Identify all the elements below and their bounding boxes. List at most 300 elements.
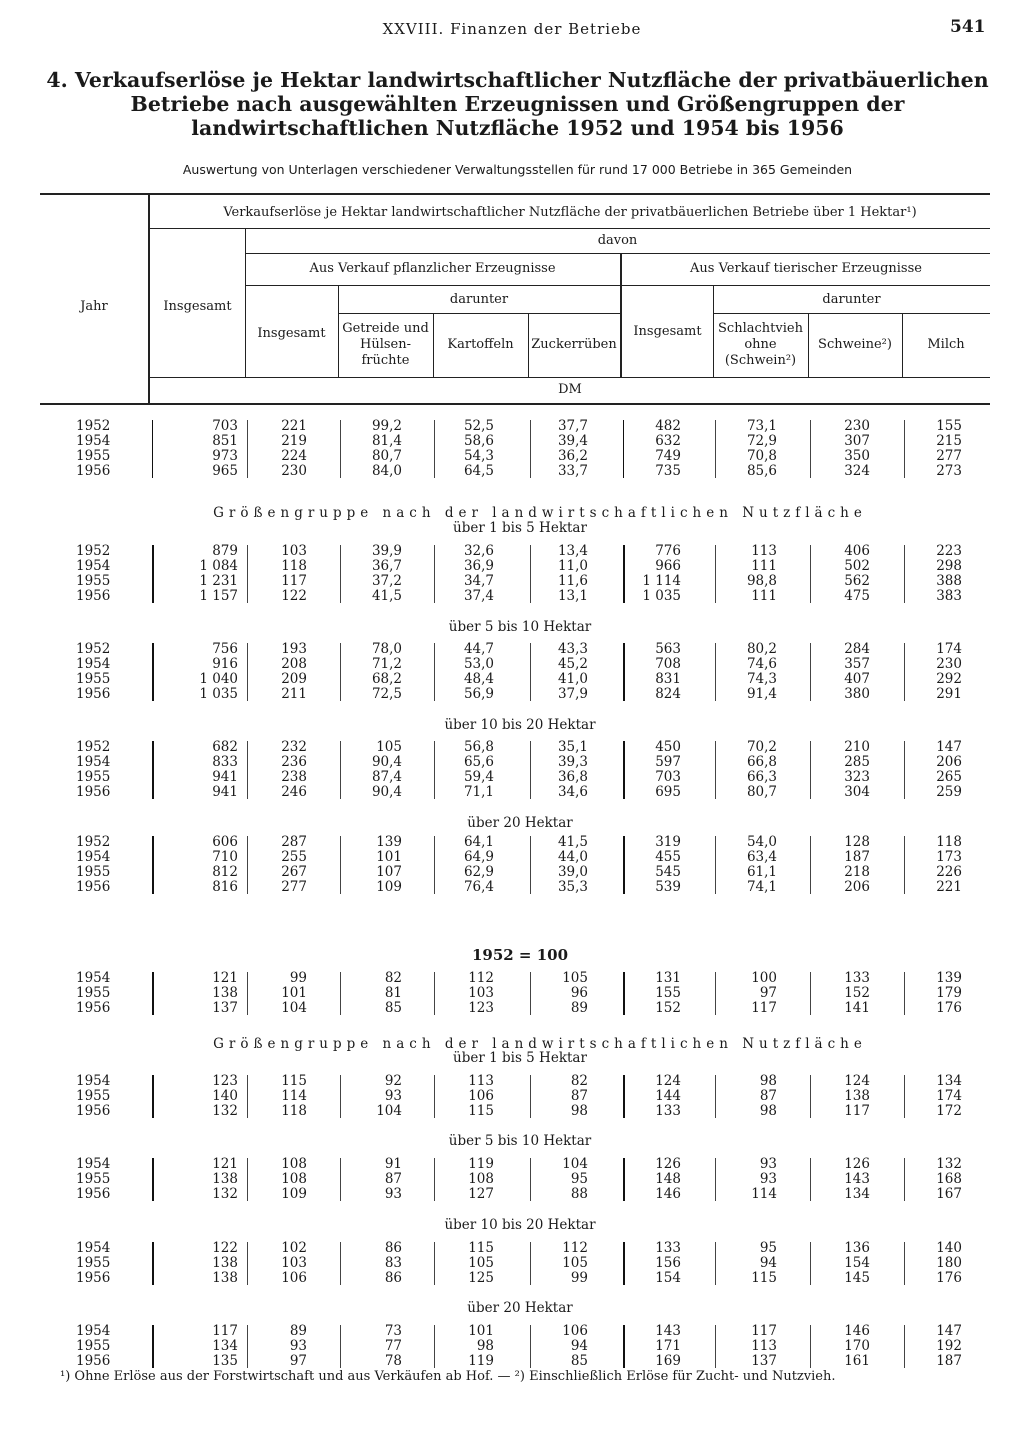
table-cell: 208 xyxy=(281,656,307,672)
table-cell: 117 xyxy=(844,1103,870,1119)
table-cell: 749 xyxy=(655,448,681,464)
page-number: 541 xyxy=(950,17,986,37)
table-cell: 756 xyxy=(212,641,238,657)
table-cell: 206 xyxy=(936,754,962,770)
table-cell: 109 xyxy=(281,1186,307,1202)
table-cell: 74,1 xyxy=(746,879,777,895)
table-cell: 70,8 xyxy=(746,448,777,464)
table-cell: 73,1 xyxy=(746,418,777,434)
table-cell: 255 xyxy=(281,849,307,865)
table-cell: 597 xyxy=(655,754,681,770)
table-cell: 36,8 xyxy=(557,769,588,785)
table-cell: 33,7 xyxy=(557,463,588,479)
table-cell: 167 xyxy=(936,1186,962,1202)
section-heading: Größengruppe nach der landwirtschaftlichen Nutzfläche xyxy=(213,1036,867,1052)
table-cell: 219 xyxy=(281,433,307,449)
table-cell: 56,8 xyxy=(463,739,494,755)
table-cell: 1 231 xyxy=(199,573,238,589)
table-cell: 94 xyxy=(570,1338,588,1354)
table-cell: 105 xyxy=(376,739,402,755)
section-label: 1952 = 100 xyxy=(471,946,569,964)
table-cell: 291 xyxy=(936,686,962,702)
table-cell: 71,1 xyxy=(463,784,494,800)
section-label: über 20 Hektar xyxy=(467,815,573,831)
table-cell: 126 xyxy=(655,1156,681,1172)
footnote: ¹) Ohne Erlöse aus der Forstwirtschaft und aus Verkäufen ab Hof. — ²) Einschließlich Erlöse für Zucht- und Nutzvieh. xyxy=(60,1369,836,1384)
table-cell: 210 xyxy=(844,739,870,755)
table-cell: 122 xyxy=(212,1240,238,1256)
table-cell: 223 xyxy=(936,543,962,559)
table-cell: 606 xyxy=(212,834,238,850)
header-top-rule xyxy=(40,193,990,195)
table-cell: 62,9 xyxy=(463,864,494,880)
table-cell: 455 xyxy=(655,849,681,865)
row-year: 1955 xyxy=(76,1255,111,1271)
table-cell: 56,9 xyxy=(463,686,494,702)
table-cell: 139 xyxy=(936,970,962,986)
table-cell: 115 xyxy=(468,1103,494,1119)
table-cell: 139 xyxy=(376,834,402,850)
table-cell: 89 xyxy=(570,1000,588,1016)
table-cell: 105 xyxy=(562,970,588,986)
table-cell: 632 xyxy=(655,433,681,449)
table-subtitle: Auswertung von Unterlagen verschiedener Verwaltungsstellen für rund 17 000 Betriebe in 365 Gemeinden xyxy=(182,162,853,177)
header-zuckerrueben: Zuckerrüben xyxy=(531,337,617,352)
table-cell: 128 xyxy=(844,834,870,850)
table-cell: 1 035 xyxy=(199,686,238,702)
header-darunter-pfl: darunter xyxy=(449,292,509,307)
table-cell: 154 xyxy=(655,1270,681,1286)
table-cell: 703 xyxy=(212,418,238,434)
table-cell: 93 xyxy=(384,1088,402,1104)
table-cell: 117 xyxy=(212,1323,238,1339)
section-label: über 20 Hektar xyxy=(467,1300,573,1316)
table-cell: 114 xyxy=(281,1088,307,1104)
row-year: 1955 xyxy=(76,1171,111,1187)
table-cell: 215 xyxy=(936,433,962,449)
table-cell: 147 xyxy=(936,739,962,755)
table-cell: 147 xyxy=(936,1323,962,1339)
table-cell: 134 xyxy=(936,1073,962,1089)
table-cell: 144 xyxy=(655,1088,681,1104)
header-rule-4a xyxy=(338,313,620,314)
row-group-bar xyxy=(152,1075,154,1118)
row-group-bar xyxy=(152,972,154,1015)
row-year: 1954 xyxy=(76,1156,111,1172)
table-cell: 450 xyxy=(655,739,681,755)
row-year: 1956 xyxy=(76,1186,111,1202)
table-cell: 115 xyxy=(468,1240,494,1256)
table-cell: 74,3 xyxy=(746,671,777,687)
table-cell: 539 xyxy=(655,879,681,895)
table-cell: 131 xyxy=(655,970,681,986)
table-cell: 324 xyxy=(844,463,870,479)
table-cell: 98 xyxy=(476,1338,494,1354)
table-cell: 168 xyxy=(936,1171,962,1187)
table-cell: 101 xyxy=(376,849,402,865)
header-unit: DM xyxy=(558,382,582,397)
table-cell: 93 xyxy=(759,1171,777,1187)
table-cell: 66,8 xyxy=(746,754,777,770)
table-cell: 43,3 xyxy=(557,641,588,657)
header-rule-5 xyxy=(150,377,990,378)
table-cell: 138 xyxy=(212,1255,238,1271)
table-cell: 37,7 xyxy=(557,418,588,434)
table-cell: 118 xyxy=(281,1103,307,1119)
row-year: 1954 xyxy=(76,849,111,865)
row-year: 1952 xyxy=(76,418,111,434)
table-cell: 13,1 xyxy=(557,588,588,604)
table-cell: 965 xyxy=(212,463,238,479)
table-cell: 11,0 xyxy=(557,558,588,574)
section-label: über 5 bis 10 Hektar xyxy=(448,619,592,635)
table-cell: 174 xyxy=(936,1088,962,1104)
row-year: 1955 xyxy=(76,671,111,687)
row-year: 1956 xyxy=(76,588,111,604)
table-cell: 973 xyxy=(212,448,238,464)
table-cell: 285 xyxy=(844,754,870,770)
table-cell: 66,3 xyxy=(746,769,777,785)
table-cell: 155 xyxy=(936,418,962,434)
table-cell: 140 xyxy=(936,1240,962,1256)
table-cell: 117 xyxy=(751,1323,777,1339)
table-cell: 221 xyxy=(936,879,962,895)
table-cell: 112 xyxy=(562,1240,588,1256)
table-cell: 152 xyxy=(655,1000,681,1016)
table-cell: 108 xyxy=(281,1171,307,1187)
table-cell: 146 xyxy=(655,1186,681,1202)
table-cell: 118 xyxy=(281,558,307,574)
table-cell: 174 xyxy=(936,641,962,657)
row-group-bar xyxy=(152,1325,154,1368)
table-cell: 133 xyxy=(655,1103,681,1119)
row-year: 1954 xyxy=(76,970,111,986)
table-cell: 136 xyxy=(844,1240,870,1256)
table-cell: 140 xyxy=(212,1088,238,1104)
table-cell: 831 xyxy=(655,671,681,687)
table-cell: 357 xyxy=(844,656,870,672)
table-cell: 171 xyxy=(655,1338,681,1354)
table-cell: 562 xyxy=(844,573,870,589)
header-rule-3b xyxy=(622,285,990,286)
table-cell: 187 xyxy=(844,849,870,865)
table-cell: 563 xyxy=(655,641,681,657)
table-cell: 64,9 xyxy=(463,849,494,865)
row-group-bar xyxy=(152,1242,154,1285)
table-cell: 95 xyxy=(570,1171,588,1187)
table-cell: 99 xyxy=(289,970,307,986)
table-cell: 78,0 xyxy=(371,641,402,657)
table-cell: 230 xyxy=(936,656,962,672)
section-label: über 1 bis 5 Hektar xyxy=(453,520,587,536)
table-cell: 1 035 xyxy=(642,588,681,604)
table-cell: 267 xyxy=(281,864,307,880)
table-cell: 104 xyxy=(376,1103,402,1119)
table-cell: 108 xyxy=(281,1156,307,1172)
table-cell: 80,7 xyxy=(746,784,777,800)
table-cell: 87 xyxy=(759,1088,777,1104)
table-cell: 115 xyxy=(281,1073,307,1089)
table-cell: 148 xyxy=(655,1171,681,1187)
table-cell: 277 xyxy=(936,448,962,464)
row-year: 1952 xyxy=(76,641,111,657)
table-cell: 298 xyxy=(936,558,962,574)
table-cell: 209 xyxy=(281,671,307,687)
table-cell: 106 xyxy=(562,1323,588,1339)
row-year: 1956 xyxy=(76,1353,111,1369)
table-cell: 304 xyxy=(844,784,870,800)
table-cell: 119 xyxy=(468,1353,494,1369)
row-group-bar xyxy=(152,836,154,894)
section-label: über 10 bis 20 Hektar xyxy=(444,717,596,733)
table-cell: 58,6 xyxy=(463,433,494,449)
table-cell: 277 xyxy=(281,879,307,895)
table-cell: 85 xyxy=(570,1353,588,1369)
table-cell: 35,1 xyxy=(557,739,588,755)
table-cell: 105 xyxy=(562,1255,588,1271)
header-tierisch: Aus Verkauf tierischer Erzeugnisse xyxy=(690,261,922,276)
table-cell: 98,8 xyxy=(746,573,777,589)
table-cell: 76,4 xyxy=(463,879,494,895)
row-year: 1954 xyxy=(76,1073,111,1089)
table-cell: 307 xyxy=(844,433,870,449)
table-cell: 122 xyxy=(281,588,307,604)
table-cell: 92 xyxy=(384,1073,402,1089)
table-cell: 34,6 xyxy=(557,784,588,800)
table-cell: 98 xyxy=(759,1073,777,1089)
table-cell: 138 xyxy=(212,985,238,1001)
table-cell: 232 xyxy=(281,739,307,755)
table-cell: 97 xyxy=(289,1353,307,1369)
table-cell: 121 xyxy=(212,970,238,986)
table-cell: 96 xyxy=(570,985,588,1001)
table-cell: 323 xyxy=(844,769,870,785)
table-cell: 218 xyxy=(844,864,870,880)
table-cell: 64,5 xyxy=(463,463,494,479)
table-cell: 117 xyxy=(281,573,307,589)
table-cell: 72,9 xyxy=(746,433,777,449)
table-cell: 103 xyxy=(281,1255,307,1271)
table-cell: 941 xyxy=(212,769,238,785)
table-cell: 39,4 xyxy=(557,433,588,449)
table-cell: 259 xyxy=(936,784,962,800)
table-cell: 98 xyxy=(570,1103,588,1119)
table-cell: 114 xyxy=(751,1186,777,1202)
table-cell: 475 xyxy=(844,588,870,604)
table-cell: 221 xyxy=(281,418,307,434)
table-cell: 80,2 xyxy=(746,641,777,657)
table-cell: 152 xyxy=(844,985,870,1001)
table-cell: 63,4 xyxy=(746,849,777,865)
table-cell: 238 xyxy=(281,769,307,785)
table-cell: 134 xyxy=(844,1186,870,1202)
table-cell: 61,1 xyxy=(746,864,777,880)
table-cell: 776 xyxy=(655,543,681,559)
table-cell: 106 xyxy=(281,1270,307,1286)
table-cell: 125 xyxy=(468,1270,494,1286)
table-cell: 73 xyxy=(384,1323,402,1339)
row-year: 1956 xyxy=(76,686,111,702)
table-cell: 246 xyxy=(281,784,307,800)
table-cell: 127 xyxy=(468,1186,494,1202)
table-cell: 319 xyxy=(655,834,681,850)
table-cell: 119 xyxy=(468,1156,494,1172)
table-cell: 111 xyxy=(751,558,777,574)
table-cell: 137 xyxy=(751,1353,777,1369)
table-cell: 41,5 xyxy=(557,834,588,850)
table-cell: 80,7 xyxy=(371,448,402,464)
row-year: 1956 xyxy=(76,463,111,479)
table-title: 4. Verkaufserlöse je Hektar landwirtschaftlicher Nutzfläche der privatbäuerlichen Betriebe nach ausgewählten Erzeugnissen und Größengruppen der landwirtschaftlichen Nutzfläche 1952 und 1954 bis 1956 xyxy=(46,68,989,140)
table-cell: 86 xyxy=(384,1240,402,1256)
table-cell: 77 xyxy=(384,1338,402,1354)
table-cell: 695 xyxy=(655,784,681,800)
table-cell: 287 xyxy=(281,834,307,850)
table-cell: 88 xyxy=(570,1186,588,1202)
table-cell: 45,2 xyxy=(557,656,588,672)
table-cell: 388 xyxy=(936,573,962,589)
row-year: 1955 xyxy=(76,1338,111,1354)
row-year: 1956 xyxy=(76,1103,111,1119)
table-cell: 350 xyxy=(844,448,870,464)
table-cell: 65,6 xyxy=(463,754,494,770)
row-year: 1956 xyxy=(76,1000,111,1016)
row-year: 1955 xyxy=(76,769,111,785)
table-cell: 91 xyxy=(384,1156,402,1172)
table-cell: 966 xyxy=(655,558,681,574)
row-year: 1954 xyxy=(76,1323,111,1339)
table-cell: 74,6 xyxy=(746,656,777,672)
table-cell: 72,5 xyxy=(371,686,402,702)
header-jahr: Jahr xyxy=(80,299,108,314)
header-bottom-rule xyxy=(40,403,990,405)
table-cell: 85,6 xyxy=(746,463,777,479)
table-cell: 104 xyxy=(562,1156,588,1172)
header-darunter-tier: darunter xyxy=(822,292,881,307)
table-cell: 35,3 xyxy=(557,879,588,895)
table-cell: 37,9 xyxy=(557,686,588,702)
table-cell: 211 xyxy=(281,686,307,702)
row-year: 1956 xyxy=(76,879,111,895)
table-cell: 180 xyxy=(936,1255,962,1271)
table-cell: 1 114 xyxy=(642,573,681,589)
table-cell: 48,4 xyxy=(463,671,494,687)
table-cell: 193 xyxy=(281,641,307,657)
table-cell: 95 xyxy=(759,1240,777,1256)
table-cell: 141 xyxy=(844,1000,870,1016)
section-label: über 10 bis 20 Hektar xyxy=(444,1217,596,1233)
table-cell: 124 xyxy=(844,1073,870,1089)
row-year: 1955 xyxy=(76,1088,111,1104)
table-cell: 126 xyxy=(844,1156,870,1172)
table-cell: 54,0 xyxy=(746,834,777,850)
table-cell: 138 xyxy=(212,1171,238,1187)
table-cell: 179 xyxy=(936,985,962,1001)
header-tier-insgesamt: Insgesamt xyxy=(633,324,702,339)
table-cell: 85 xyxy=(384,1000,402,1016)
table-cell: 81 xyxy=(384,985,402,1001)
header-rule-4b xyxy=(713,313,990,314)
table-cell: 84,0 xyxy=(371,463,402,479)
row-year: 1954 xyxy=(76,656,111,672)
header-rule-1 xyxy=(150,228,990,229)
table-cell: 103 xyxy=(468,985,494,1001)
table-cell: 99 xyxy=(570,1270,588,1286)
header-rule-3a xyxy=(245,285,620,286)
table-cell: 36,2 xyxy=(557,448,588,464)
table-cell: 109 xyxy=(376,879,402,895)
table-cell: 1 040 xyxy=(199,671,238,687)
table-cell: 236 xyxy=(281,754,307,770)
table-cell: 39,0 xyxy=(557,864,588,880)
table-cell: 851 xyxy=(212,433,238,449)
table-cell: 101 xyxy=(468,1323,494,1339)
header-insgesamt-total: Insgesamt xyxy=(163,299,232,314)
table-cell: 78 xyxy=(384,1353,402,1369)
table-cell: 13,4 xyxy=(557,543,588,559)
table-cell: 132 xyxy=(212,1186,238,1202)
table-cell: 86 xyxy=(384,1270,402,1286)
header-rule-2 xyxy=(245,253,990,254)
table-cell: 708 xyxy=(655,656,681,672)
table-cell: 284 xyxy=(844,641,870,657)
table-cell: 90,4 xyxy=(371,784,402,800)
table-cell: 87 xyxy=(570,1088,588,1104)
table-cell: 115 xyxy=(751,1270,777,1286)
table-cell: 383 xyxy=(936,588,962,604)
table-cell: 107 xyxy=(376,864,402,880)
table-cell: 406 xyxy=(844,543,870,559)
table-cell: 735 xyxy=(655,463,681,479)
table-cell: 273 xyxy=(936,463,962,479)
table-cell: 138 xyxy=(844,1088,870,1104)
table-cell: 112 xyxy=(468,970,494,986)
table-cell: 11,6 xyxy=(557,573,588,589)
table-cell: 265 xyxy=(936,769,962,785)
table-cell: 83 xyxy=(384,1255,402,1271)
table-cell: 64,1 xyxy=(463,834,494,850)
table-cell: 93 xyxy=(759,1156,777,1172)
table-cell: 54,3 xyxy=(463,448,494,464)
table-cell: 124 xyxy=(655,1073,681,1089)
table-cell: 482 xyxy=(655,418,681,434)
table-cell: 103 xyxy=(281,543,307,559)
header-davon: davon xyxy=(597,233,638,248)
table-cell: 113 xyxy=(751,543,777,559)
row-group-bar xyxy=(152,643,154,701)
header-kartoffeln: Kartoffeln xyxy=(447,337,514,352)
table-cell: 206 xyxy=(844,879,870,895)
table-cell: 138 xyxy=(212,1270,238,1286)
table-cell: 143 xyxy=(844,1171,870,1187)
table-cell: 155 xyxy=(655,985,681,1001)
table-cell: 137 xyxy=(212,1000,238,1016)
table-cell: 89 xyxy=(289,1323,307,1339)
table-cell: 44,7 xyxy=(463,641,494,657)
table-cell: 169 xyxy=(655,1353,681,1369)
row-year: 1952 xyxy=(76,834,111,850)
table-cell: 916 xyxy=(212,656,238,672)
row-year: 1955 xyxy=(76,864,111,880)
running-head: XXVIII. Finanzen der Betriebe xyxy=(382,20,642,38)
table-cell: 407 xyxy=(844,671,870,687)
table-cell: 118 xyxy=(936,834,962,850)
table-cell: 97 xyxy=(759,985,777,1001)
table-cell: 41,5 xyxy=(371,588,402,604)
table-cell: 812 xyxy=(212,864,238,880)
section-label: über 1 bis 5 Hektar xyxy=(453,1050,587,1066)
table-cell: 101 xyxy=(281,985,307,1001)
